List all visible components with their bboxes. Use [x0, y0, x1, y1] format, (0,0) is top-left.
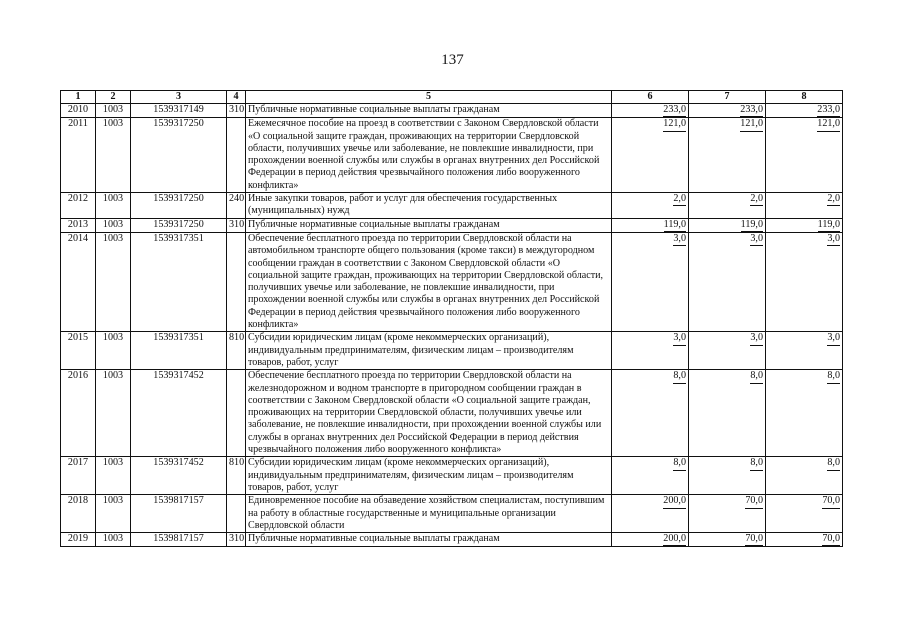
amount-value: 3,0: [750, 233, 763, 246]
target-article-cell: 1539317250: [131, 193, 227, 219]
amount-value: 119,0: [741, 219, 763, 232]
target-article-cell: 1539317250: [131, 218, 227, 232]
column-header-1: 1: [61, 91, 96, 104]
page-number: 137: [441, 52, 464, 68]
amount-col8-cell: [766, 118, 843, 193]
amount-value: 119,0: [818, 219, 840, 232]
amount-value: 8,0: [827, 370, 840, 383]
amount-col8-cell: [766, 232, 843, 331]
expense-type-cell: [227, 232, 246, 331]
amount-value: 3,0: [827, 233, 840, 246]
target-article-cell: 1539317351: [131, 232, 227, 331]
expense-type-cell: [227, 118, 246, 193]
item-name-cell: Обеспечение бесплатного проезда по территории Свердловской области на железнодорожном и водном транспорте в пригородном сообщении граждан в соответствии с Законом Свердловской области «О социальной защите граждан, проживающих на территории Свердловской области, получивших увечье или заболевание, не повлекшие инвалидности, при прохождении военной службы или службы в органах внутренних дел Российской Федерации в период действия чрезвычайного положения либо вооруженного конфликта»: [246, 370, 612, 457]
expense-type-cell: [227, 370, 246, 457]
row-number-cell: 2011: [61, 118, 96, 193]
amount-col7-cell: [689, 193, 766, 219]
amount-value: 121,0: [663, 118, 686, 131]
table-row: [61, 533, 843, 547]
item-name-cell: Субсидии юридическим лицам (кроме некоммерческих организаций), индивидуальным предпринимателям, физическим лицам – производителям товаров, работ, услуг: [246, 332, 612, 370]
amount-col6-cell: [612, 232, 689, 331]
column-header-8: 8: [766, 91, 843, 104]
amount-value: 121,0: [817, 118, 840, 131]
amount-col6-cell: [612, 332, 689, 370]
amount-value: 70,0: [822, 495, 840, 508]
expense-type-cell: 240: [227, 193, 246, 219]
amount-col6-cell: [612, 104, 689, 118]
target-article-cell: 1539817157: [131, 495, 227, 533]
amount-col6-cell: [612, 457, 689, 495]
expense-type-cell: 810: [227, 457, 246, 495]
amount-value: 8,0: [750, 457, 763, 470]
amount-col8-cell: [766, 370, 843, 457]
amount-col6-cell: [612, 118, 689, 193]
amount-value: 121,0: [740, 118, 763, 131]
section-code-cell: 1003: [96, 218, 131, 232]
target-article-cell: 1539317452: [131, 370, 227, 457]
amount-value: 8,0: [827, 457, 840, 470]
expense-type-cell: [227, 495, 246, 533]
item-name-cell: Субсидии юридическим лицам (кроме некоммерческих организаций), индивидуальным предпринимателям, физическим лицам – производителям товаров, работ, услуг: [246, 457, 612, 495]
table-row: [61, 232, 843, 331]
row-number-cell: 2019: [61, 533, 96, 547]
section-code-cell: 1003: [96, 457, 131, 495]
amount-value: 8,0: [750, 370, 763, 383]
amount-value: 70,0: [745, 495, 763, 508]
item-name-cell: Единовременное пособие на обзаведение хозяйством специалистам, поступившим на работу в областные государственные и муниципальные организации Свердловской области: [246, 495, 612, 533]
target-article-cell: 1539817157: [131, 533, 227, 547]
amount-value: 119,0: [664, 219, 686, 232]
amount-value: 2,0: [750, 193, 763, 206]
section-code-cell: 1003: [96, 118, 131, 193]
column-header-2: 2: [96, 91, 131, 104]
amount-value: 200,0: [663, 533, 686, 546]
amount-col8-cell: [766, 495, 843, 533]
amount-value: 3,0: [750, 332, 763, 345]
table-body: [61, 104, 843, 547]
amount-col7-cell: [689, 118, 766, 193]
column-header-7: 7: [689, 91, 766, 104]
item-name-cell: Обеспечение бесплатного проезда по территории Свердловской области на автомобильном транспорте общего пользования (кроме такси) в междугородном сообщении граждан в соответствии с Законом Свердловской области «О социальной защите граждан, проживающих на территории Свердловской области, получивших увечье или заболевание, не повлекшие инвалидности, при прохождении военной службы или службы в органах внутренних дел Российской Федерации в период действия чрезвычайного положения либо вооруженного конфликта»: [246, 232, 612, 331]
table-row: [61, 370, 843, 457]
item-name-cell: Публичные нормативные социальные выплаты гражданам: [246, 104, 612, 118]
amount-col8-cell: [766, 218, 843, 232]
column-header-5: 5: [246, 91, 612, 104]
row-number-cell: 2015: [61, 332, 96, 370]
row-number-cell: 2010: [61, 104, 96, 118]
target-article-cell: 1539317452: [131, 457, 227, 495]
section-code-cell: 1003: [96, 533, 131, 547]
row-number-cell: 2012: [61, 193, 96, 219]
table-row: [61, 218, 843, 232]
amount-value: 2,0: [827, 193, 840, 206]
table-row: [61, 104, 843, 118]
expense-type-cell: 310: [227, 104, 246, 118]
table-header: [61, 91, 843, 104]
budget-table: [60, 90, 843, 547]
table-row: [61, 193, 843, 219]
target-article-cell: 1539317351: [131, 332, 227, 370]
amount-value: 8,0: [673, 457, 686, 470]
row-number-cell: 2014: [61, 232, 96, 331]
row-number-cell: 2013: [61, 218, 96, 232]
amount-col7-cell: [689, 218, 766, 232]
section-code-cell: 1003: [96, 332, 131, 370]
amount-value: 8,0: [673, 370, 686, 383]
table-row: [61, 457, 843, 495]
amount-value: 2,0: [673, 193, 686, 206]
section-code-cell: 1003: [96, 370, 131, 457]
amount-value: 3,0: [673, 332, 686, 345]
amount-value: 233,0: [663, 104, 686, 117]
row-number-cell: 2018: [61, 495, 96, 533]
amount-value: 3,0: [827, 332, 840, 345]
section-code-cell: 1003: [96, 495, 131, 533]
amount-col8-cell: [766, 104, 843, 118]
amount-value: 70,0: [745, 533, 763, 546]
amount-col6-cell: [612, 193, 689, 219]
amount-col6-cell: [612, 370, 689, 457]
amount-col8-cell: [766, 193, 843, 219]
amount-value: 200,0: [663, 495, 686, 508]
amount-value: 70,0: [822, 533, 840, 546]
amount-col6-cell: [612, 218, 689, 232]
column-header-6: 6: [612, 91, 689, 104]
amount-col7-cell: [689, 370, 766, 457]
amount-col7-cell: [689, 232, 766, 331]
section-code-cell: 1003: [96, 104, 131, 118]
column-header-4: 4: [227, 91, 246, 104]
amount-col7-cell: [689, 332, 766, 370]
section-code-cell: 1003: [96, 193, 131, 219]
item-name-cell: Иные закупки товаров, работ и услуг для обеспечения государственных (муниципальных) нужд: [246, 193, 612, 219]
amount-col7-cell: [689, 533, 766, 547]
amount-value: 233,0: [817, 104, 840, 117]
amount-col7-cell: [689, 457, 766, 495]
section-code-cell: 1003: [96, 232, 131, 331]
target-article-cell: 1539317250: [131, 118, 227, 193]
amount-value: 233,0: [740, 104, 763, 117]
amount-col8-cell: [766, 457, 843, 495]
table-row: [61, 332, 843, 370]
item-name-cell: Публичные нормативные социальные выплаты гражданам: [246, 218, 612, 232]
row-number-cell: 2017: [61, 457, 96, 495]
amount-col6-cell: [612, 533, 689, 547]
amount-col8-cell: [766, 332, 843, 370]
row-number-cell: 2016: [61, 370, 96, 457]
amount-col6-cell: [612, 495, 689, 533]
amount-col8-cell: [766, 533, 843, 547]
expense-type-cell: 310: [227, 218, 246, 232]
expense-type-cell: 310: [227, 533, 246, 547]
expense-type-cell: 810: [227, 332, 246, 370]
amount-col7-cell: [689, 495, 766, 533]
table-row: [61, 495, 843, 533]
amount-col7-cell: [689, 104, 766, 118]
amount-value: 3,0: [673, 233, 686, 246]
table-row: [61, 118, 843, 193]
item-name-cell: Ежемесячное пособие на проезд в соответствии с Законом Свердловской области «О социальной защите граждан, проживающих на территории Свердловской области, получивших увечье или заболевание, не повлекшие инвалидности, при прохождении военной службы или службы в органах внутренних дел Российской Федерации в период действия чрезвычайного положения либо вооруженного конфликта»: [246, 118, 612, 193]
target-article-cell: 1539317149: [131, 104, 227, 118]
column-header-3: 3: [131, 91, 227, 104]
item-name-cell: Публичные нормативные социальные выплаты гражданам: [246, 533, 612, 547]
